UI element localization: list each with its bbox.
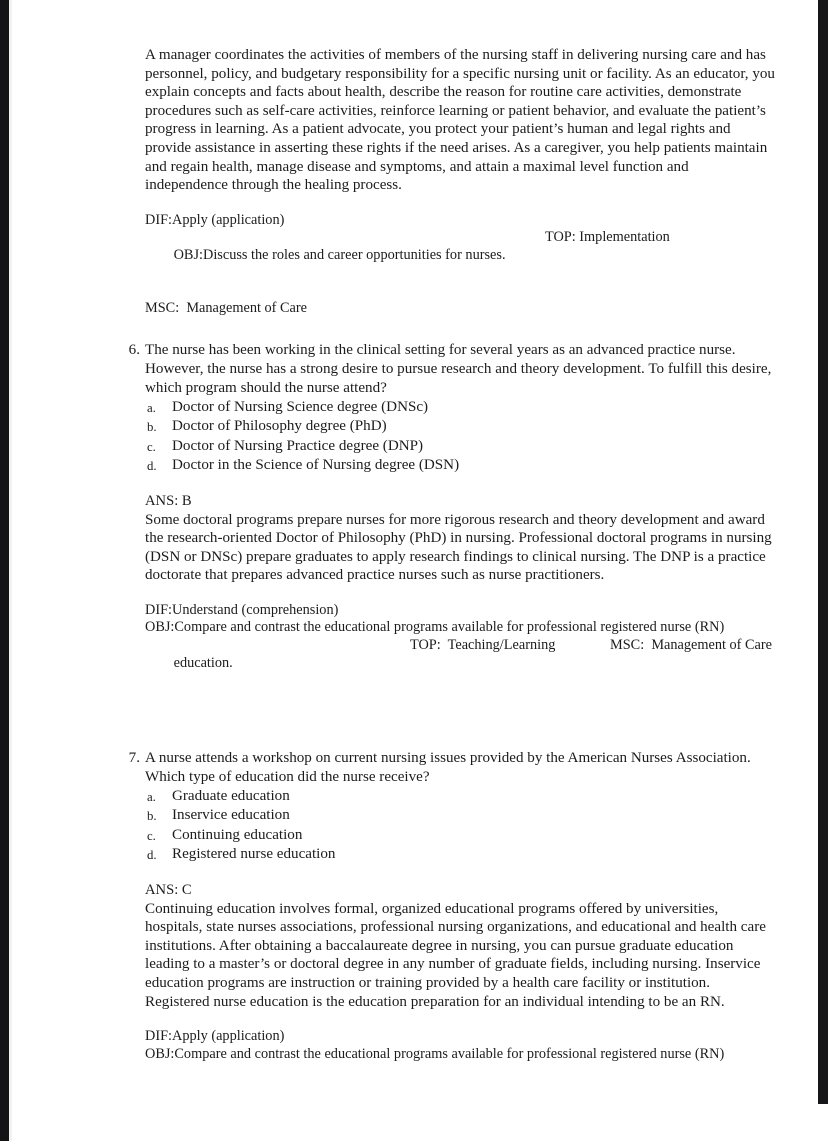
question-block-6 [128, 341, 775, 475]
option-item[interactable] [145, 845, 775, 864]
intro-metadata-block [145, 212, 775, 318]
page-content [128, 46, 775, 1080]
option-text: Doctor in the Science of Nursing degree (DSN) [172, 456, 460, 473]
obj-line-7: OBJ:Compare and contrast the educational programs available for professional registered nurse (RN) [145, 1045, 725, 1062]
option-label: a. [147, 790, 156, 805]
option-item[interactable] [145, 398, 775, 417]
option-label: d. [147, 458, 157, 473]
option-text: Graduate education [172, 788, 290, 805]
question-stem-6: The nurse has been working in the clinical setting for several years as an advanced practice nurse. However, the nurse has a strong desire to pursue research and theory development. To fulfill this desire, which program should the nurse attend? [145, 342, 772, 396]
question-stem-7: A nurse attends a workshop on current nursing issues provided by the American Nurses Association. Which type of education did the nurse receive? [145, 750, 751, 785]
option-item[interactable] [145, 437, 775, 456]
obj-continuation-text: education. [173, 654, 233, 671]
intro-paragraph: A manager coordinates the activities of members of the nursing staff in delivering nursing care and has personnel, policy, and budgetary responsibility for a specific nursing unit or facility. As an educator, you explain concepts and facts about health, describe the reason for routine care activities, demonstrate procedures such as self-care activities, reinforce learning or patient behavior, and evaluate the patient’s progress in learning. As a patient advocate, you protect your patient’s human and legal rights and provide assistance in asserting these rights if the need arises. As a caregiver, you help patients maintain and regain health, manage disease and symptoms, and attain a maximal level function and independence through the healing process. [145, 47, 775, 194]
option-label: d. [147, 847, 157, 862]
dif-line-6: DIF:Understand (comprehension) [145, 601, 339, 618]
spacer [145, 334, 775, 341]
option-text: Registered nurse education [172, 845, 336, 862]
scan-edge-left [0, 0, 9, 1141]
answer-label-7: ANS: C [145, 882, 192, 899]
spacer [145, 742, 775, 749]
intro-obj-text: OBJ:Discuss the roles and career opportunities for nurses. [173, 246, 506, 263]
obj-line-6: OBJ:Compare and contrast the educational programs available for professional registered nurse (RN) [145, 619, 725, 636]
intro-dif-line: DIF:Apply (application) [145, 211, 285, 228]
msc-text-6: MSC: Management of Care [610, 637, 772, 654]
metadata-block-7 [145, 1028, 775, 1063]
question-number-7: 7. [128, 750, 140, 767]
question-block-7 [128, 749, 775, 864]
intro-top-text: TOP: Implementation [545, 229, 670, 246]
option-text: Doctor of Nursing Science degree (DNSc) [172, 399, 429, 416]
option-label: b. [147, 420, 157, 435]
obj-continuation-line-6 [145, 637, 775, 725]
metadata-block-6 [145, 602, 775, 725]
intro-obj-line [145, 229, 775, 299]
rationale-6: Some doctoral programs prepare nurses for more rigorous research and theory development and award the research-oriented Doctor of Philosophy (PhD) in nursing. Professional doctoral programs in nursing (DSN or DNSc) prepare graduates to apply research findings to clinical nursing. The DNP is a practice doctorate that prepares advanced practice nurses such as nurse practitioners. [145, 511, 772, 584]
rationale-7: Continuing education involves formal, organized educational programs offered by universities, hospitals, state nurses associations, professional nursing organizations, and educational and health care institutions. After obtaining a baccalaureate degree in nursing, you can pursue graduate education leading to a master’s or doctoral degree in any number of graduate fields, including nursing. Inservice education programs are instruction or training provided by a health care facility or institution. Registered nurse education is the education preparation for an individual intending to be an RN. [145, 900, 766, 1010]
option-text: Inservice education [172, 807, 290, 824]
option-label: a. [147, 401, 156, 416]
option-label: c. [147, 439, 156, 454]
question-number-6: 6. [128, 342, 140, 359]
answer-label-6: ANS: B [145, 492, 192, 509]
option-label: c. [147, 828, 156, 843]
option-text: Continuing education [172, 826, 303, 843]
options-list-6 [145, 398, 775, 475]
option-text: Doctor of Philosophy degree (PhD) [172, 418, 387, 435]
scan-edge-right [818, 0, 828, 1104]
dif-line-7: DIF:Apply (application) [145, 1028, 285, 1045]
intro-msc-line: MSC: Management of Care [145, 299, 307, 316]
option-label: b. [147, 809, 157, 824]
top-text-6: TOP: Teaching/Learning [410, 637, 556, 654]
option-text: Doctor of Nursing Practice degree (DNP) [172, 437, 424, 454]
option-item[interactable] [145, 787, 775, 806]
option-item[interactable] [145, 826, 775, 845]
options-list-7 [145, 787, 775, 864]
option-item[interactable] [145, 806, 775, 825]
option-item[interactable] [145, 456, 775, 475]
option-item[interactable] [145, 417, 775, 436]
scan-edge-left-highlight [9, 0, 12, 1141]
